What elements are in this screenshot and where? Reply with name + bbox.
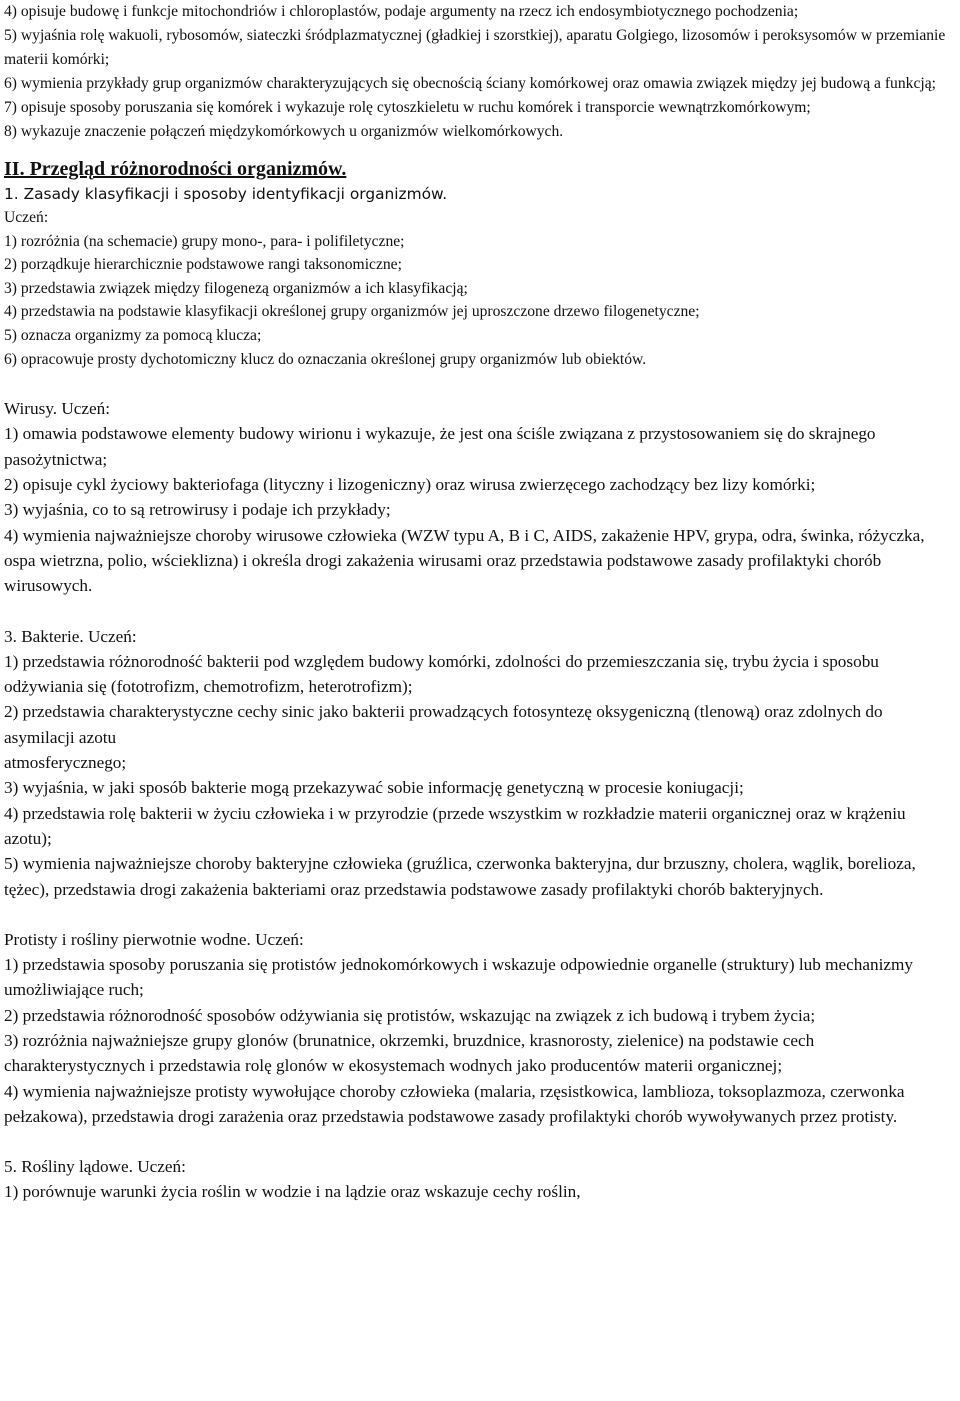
list-item: 2) przedstawia charakterystyczne cechy sinic jako bakterii prowadzących fotosyntezę oksygeniczną (tlenową) oraz zdolnych do asymilacji azotu (4, 702, 883, 747)
document-page (4, 0, 954, 1205)
list-item: 6) opracowuje prosty dychotomiczny klucz do oznaczania określonej grupy organizmów lub obiektów. (4, 350, 647, 368)
list-item: 4) przedstawia rolę bakterii w życiu człowieka i w przyrodzie (przede wszystkim w rozkładzie materii organicznej oraz w krążeniu azotu); (4, 803, 906, 848)
list-item: 5) oznacza organizmy za pomocą klucza; (4, 326, 262, 344)
list-item: 1) przedstawia sposoby poruszania się protistów jednokomórkowych i wskazuje odpowiednie organelle (struktury) lub mechanizmy umożliwiające ruch; (4, 955, 913, 1000)
lead-text: 3. Bakterie. Uczeń: (4, 626, 137, 646)
lead-text: Protisty i rośliny pierwotnie wodne. Uczeń: (4, 929, 304, 949)
list-item: 4) opisuje budowę i funkcje mitochondriów i chloroplastów, podaje argumenty na rzecz ich endosymbiotycznego pochodzenia; (4, 3, 799, 20)
list-item: 1) porównuje warunki życia roślin w wodzie i na lądzie oraz wskazuje cechy roślin, (4, 1182, 581, 1202)
list-item: 3) wyjaśnia, co to są retrowirusy i podaje ich przykłady; (4, 500, 391, 520)
list-item: 2) przedstawia różnorodność sposobów odżywiania się protistów, wskazując na związek z ich budową i trybem życia; (4, 1005, 816, 1025)
lead-text: 5. Rośliny lądowe. Uczeń: (4, 1157, 186, 1177)
list-item: 3) rozróżnia najważniejsze grupy glonów (brunatnice, okrzemki, bruzdnice, krasnorosty, zielenice) na podstawie cech charakterystycznych i przedstawia rolę glonów w ekosystemach wodnych jako producentów materii organicznej; (4, 1030, 815, 1076)
list-item: 4) wymienia najważniejsze choroby wirusowe człowieka (WZW typu A, B i C, AIDS, zakażenie HPV, grypa, odra, świnka, różyczka, ospa wietrzna, polio, wścieklizna) i określa drogi zakażenia wirusami oraz przedstawia podstawowe zasady profilaktyki chorób wirusowych. (4, 525, 925, 596)
list-item: atmosferycznego; (4, 753, 127, 773)
classification-list (4, 206, 954, 371)
list-item: 7) opisuje sposoby poruszania się komórek i wykazuje rolę cytoszkieletu w ruchu komórek i transporcie wewnątrzkomórkowym; (4, 99, 811, 116)
section-heading: II. Przegląd różnorodności organizmów. (4, 158, 347, 180)
protists-section (4, 927, 954, 1129)
lead-text: Uczeń: (4, 209, 49, 226)
list-item: 2) porządkuje hierarchicznie podstawowe rangi taksonomiczne; (4, 256, 402, 274)
list-item: 4) wymienia najważniejsze protisty wywołujące choroby człowieka (malaria, rzęsistkowica, lamblioza, toksoplazmoza, czerwonka pełzakowa), przedstawia drogi zarażenia oraz przedstawia podstawowe zasady profilaktyki chorób wywoływanych przez protisty. (4, 1081, 905, 1126)
lead-text: Wirusy. Uczeń: (4, 399, 111, 419)
list-item: 4) przedstawia na podstawie klasyfikacji określonej grupy organizmów jej uproszczone drzewo filogenetyczne; (4, 303, 700, 321)
section-i-tail (4, 0, 954, 144)
land-plants-section (4, 1154, 954, 1205)
list-item: 2) opisuje cykl życiowy bakteriofaga (lityczny i lizogeniczny) oraz wirusa zwierzęcego zachodzący bez lizy komórki; (4, 475, 816, 495)
subsection-title: 1. Zasady klasyfikacji i sposoby identyfikacji organizmów. (4, 185, 448, 203)
list-item: 6) wymienia przykłady grup organizmów charakteryzujących się obecnością ściany komórkowej oraz omawia związek między jej budową a funkcją; (4, 75, 936, 92)
list-item: 5) wyjaśnia rolę wakuoli, rybosomów, siateczki śródplazmatycznej (gładkiej i szorstkiej), aparatu Golgiego, lizosomów i peroksysomów w przemianie materii komórki; (4, 27, 946, 68)
list-item: 1) rozróżnia (na schemacie) grupy mono-, para- i polifiletyczne; (4, 232, 405, 250)
bacteria-section (4, 624, 954, 902)
list-item: 3) przedstawia związek między filogenezą organizmów a ich klasyfikacją; (4, 279, 468, 297)
viruses-section (4, 396, 954, 598)
list-item: 1) omawia podstawowe elementy budowy wirionu i wykazuje, że jest ona ściśle związana z przystosowaniem się do skrajnego pasożytnictwa; (4, 424, 876, 469)
list-item: 3) wyjaśnia, w jaki sposób bakterie mogą przekazywać sobie informację genetyczną w procesie koniugacji; (4, 778, 744, 798)
list-item: 8) wykazuje znaczenie połączeń międzykomórkowych u organizmów wielkomórkowych. (4, 123, 564, 140)
list-item: 5) wymienia najważniejsze choroby bakteryjne człowieka (gruźlica, czerwonka bakteryjna, dur brzuszny, cholera, wąglik, borelioza, tężec), przedstawia drogi zakażenia bakteriami oraz przedstawia podstawowe zasady profilaktyki chorób bakteryjnych. (4, 854, 916, 899)
list-item: 1) przedstawia różnorodność bakterii pod względem budowy komórki, zdolności do przemieszczania się, trybu życia i sposobu odżywiania się (fototrofizm, chemotrofizm, heterotrofizm); (4, 651, 879, 697)
